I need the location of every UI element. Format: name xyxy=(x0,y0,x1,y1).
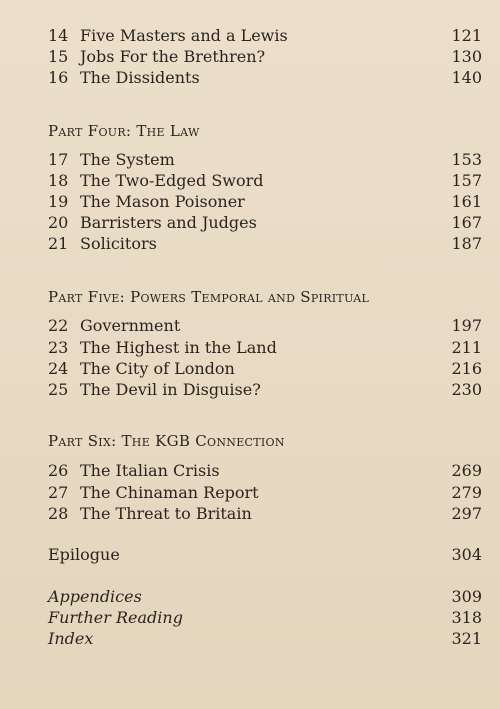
chapter-title: The Mason Poisoner xyxy=(80,192,245,211)
chapter-title: The Italian Crisis xyxy=(80,461,220,480)
chapter-number: 16 xyxy=(48,68,69,87)
page-number: 140 xyxy=(451,68,482,87)
chapter-title: Government xyxy=(80,316,181,335)
page-number: 211 xyxy=(451,338,482,357)
page-number: 197 xyxy=(451,316,482,335)
page-number: 161 xyxy=(451,192,482,211)
chapter-title: Five Masters and a Lewis xyxy=(80,26,288,45)
toc-entry xyxy=(48,192,482,212)
chapter-number: 19 xyxy=(48,192,69,211)
toc-entry xyxy=(48,171,482,191)
toc-entry-epilogue xyxy=(48,545,482,565)
chapter-number: 27 xyxy=(48,483,69,502)
page-number: 167 xyxy=(451,213,482,232)
chapter-title: The Threat to Britain xyxy=(80,504,252,523)
page-number: 269 xyxy=(451,461,482,480)
chapter-number: 28 xyxy=(48,504,69,523)
chapter-number: 24 xyxy=(48,359,69,378)
chapter-title: Barristers and Judges xyxy=(80,213,257,232)
page-number: 318 xyxy=(451,608,482,627)
chapter-number: 20 xyxy=(48,213,69,232)
entry-title: Epilogue xyxy=(48,545,120,564)
toc-entry-index xyxy=(48,629,482,649)
page-number: 279 xyxy=(451,483,482,502)
chapter-number: 17 xyxy=(48,150,69,169)
chapter-number: 22 xyxy=(48,316,69,335)
part-heading: Part Four: The Law xyxy=(48,122,200,140)
toc-entry-further-reading xyxy=(48,608,482,628)
chapter-title: The City of London xyxy=(80,359,235,378)
entry-title: Further Reading xyxy=(48,608,183,627)
page-number: 157 xyxy=(451,171,482,190)
chapter-number: 25 xyxy=(48,380,69,399)
toc-entry xyxy=(48,483,482,503)
toc-entry xyxy=(48,504,482,524)
toc-entry xyxy=(48,68,482,88)
chapter-title: Jobs For the Brethren? xyxy=(80,47,266,66)
chapter-number: 14 xyxy=(48,26,69,45)
toc-entry-appendices xyxy=(48,587,482,607)
chapter-title: The Chinaman Report xyxy=(80,483,259,502)
toc-entry xyxy=(48,461,482,481)
chapter-title: The Highest in the Land xyxy=(80,338,277,357)
entry-title: Appendices xyxy=(48,587,142,606)
page-number: 130 xyxy=(451,47,482,66)
chapter-number: 23 xyxy=(48,338,69,357)
part-heading: Part Six: The KGB Connection xyxy=(48,432,285,450)
chapter-number: 21 xyxy=(48,234,69,253)
chapter-title: The Devil in Disguise? xyxy=(80,380,261,399)
page-number: 153 xyxy=(451,150,482,169)
part-heading: Part Five: Powers Temporal and Spiritual xyxy=(48,288,370,306)
page-number: 187 xyxy=(451,234,482,253)
chapter-number: 15 xyxy=(48,47,69,66)
page-number: 216 xyxy=(451,359,482,378)
chapter-number: 18 xyxy=(48,171,69,190)
toc-entry xyxy=(48,26,482,46)
toc-entry xyxy=(48,234,482,254)
toc-entry xyxy=(48,380,482,400)
toc-entry xyxy=(48,359,482,379)
chapter-title: The Two-Edged Sword xyxy=(80,171,264,190)
toc-entry xyxy=(48,338,482,358)
chapter-title: Solicitors xyxy=(80,234,157,253)
chapter-number: 26 xyxy=(48,461,69,480)
chapter-title: The Dissidents xyxy=(80,68,200,87)
page-number: 304 xyxy=(451,545,482,564)
page-number: 230 xyxy=(451,380,482,399)
chapter-title: The System xyxy=(80,150,175,169)
toc-entry xyxy=(48,213,482,233)
page-number: 121 xyxy=(451,26,482,45)
page-number: 297 xyxy=(451,504,482,523)
page-number: 309 xyxy=(451,587,482,606)
page-number: 321 xyxy=(451,629,482,648)
toc-entry xyxy=(48,47,482,67)
toc-entry xyxy=(48,316,482,336)
toc-entry xyxy=(48,150,482,170)
entry-title: Index xyxy=(48,629,94,648)
